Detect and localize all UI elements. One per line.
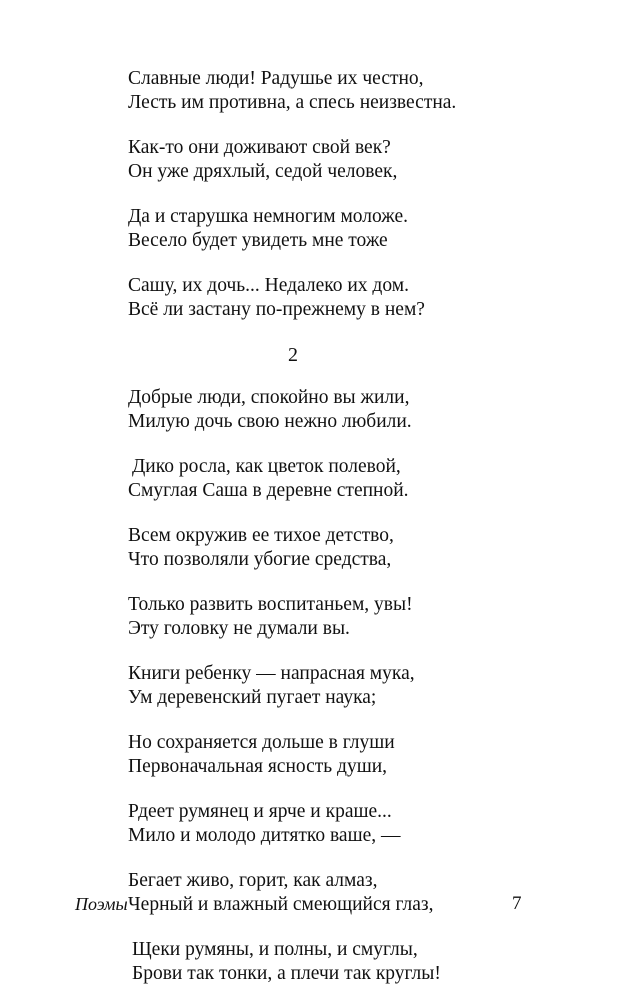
- verse-line: Книги ребенку — напрасная мука,: [128, 663, 415, 684]
- verse-line: Смуглая Саша в деревне степной.: [128, 480, 409, 501]
- verse-line: Бегает живо, горит, как алмаз,: [128, 870, 378, 891]
- verse-line: Щеки румяны, и полны, и смуглы,: [132, 939, 418, 960]
- verse-line: Черный и влажный смеющийся глаз,: [128, 894, 434, 915]
- stanza: [128, 205, 528, 253]
- stanza: [128, 938, 528, 986]
- verse-line: Сашу, их дочь... Недалеко их дом.: [128, 275, 409, 296]
- stanza: [128, 593, 528, 641]
- verse-line: Эту головку не думали вы.: [128, 618, 350, 639]
- verse-line: Первоначальная ясность души,: [128, 756, 388, 777]
- verse-line: Лесть им противна, а спесь неизвестна.: [128, 92, 457, 113]
- verse-line: Да и старушка немногим моложе.: [128, 206, 409, 227]
- stanza: [128, 869, 528, 917]
- verse-line: Всё ли застану по-прежнему в нем?: [128, 299, 425, 320]
- poem-text: [128, 67, 528, 1007]
- verse-line: Мило и молодо дитятко ваше, —: [128, 825, 401, 846]
- verse-line: Что позволяли убогие средства,: [128, 549, 392, 570]
- verse-line: Ум деревенский пугает наука;: [128, 687, 377, 708]
- verse-line: Весело будет увидеть мне тоже: [128, 230, 388, 251]
- verse-line: Дико росла, как цветок полевой,: [132, 456, 401, 477]
- stanza: [128, 524, 528, 572]
- stanza: [128, 731, 528, 779]
- verse-line: Добрые люди, спокойно вы жили,: [128, 387, 410, 408]
- verse-line: Но сохраняется дольше в глуши: [128, 732, 395, 753]
- stanza: [128, 136, 528, 184]
- stanza: [128, 386, 528, 434]
- verse-line: Как-то они доживают свой век?: [128, 137, 391, 158]
- stanza: [128, 455, 528, 503]
- page-number: 7: [512, 893, 522, 914]
- verse-line: Он уже дряхлый, седой человек,: [128, 161, 398, 182]
- verse-line: Брови так тонки, а плечи так круглы!: [132, 963, 441, 984]
- verse-line: Всем окружив ее тихое детство,: [128, 525, 394, 546]
- verse-line: Рдеет румянец и ярче и краше...: [128, 801, 392, 822]
- verse-line: Милую дочь свою нежно любили.: [128, 411, 412, 432]
- section-number: 2: [288, 344, 298, 366]
- stanza: [128, 662, 528, 710]
- stanza: [128, 274, 528, 322]
- verse-line: Только развить воспитаньем, увы!: [128, 594, 413, 615]
- running-footer-title: Поэмы: [75, 894, 128, 914]
- stanza: [128, 800, 528, 848]
- stanza: [128, 67, 528, 115]
- verse-line: Славные люди! Радушье их честно,: [128, 68, 424, 89]
